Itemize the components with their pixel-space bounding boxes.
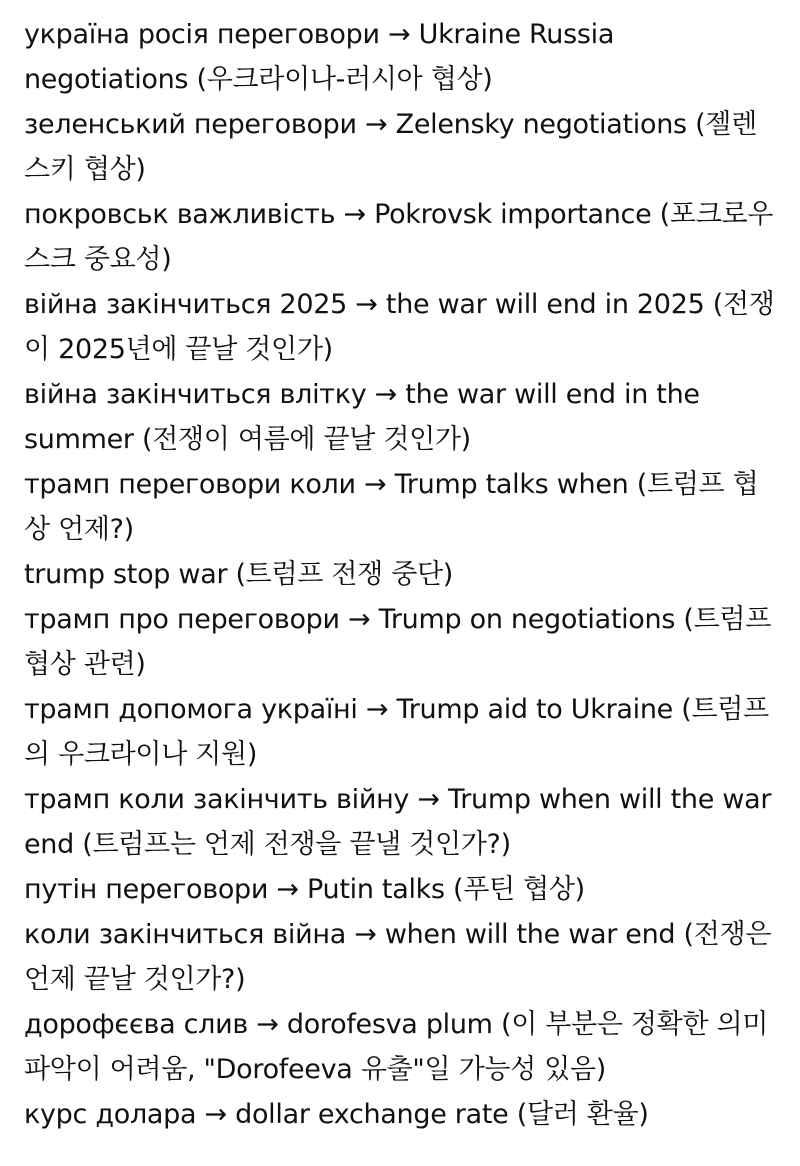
list-item: україна росія переговори → Ukraine Russia negotiations (우크라이나-러시아 협상) bbox=[24, 19, 615, 95]
list-item: війна закінчиться 2025 → the war will end in 2025 (전쟁이 2025년에 끝날 것인가) bbox=[24, 289, 775, 365]
list-item: трамп про переговори → Trump on negotiations (트럼프 협상 관련) bbox=[24, 604, 771, 680]
list-item: трамп допомога україні → Trump aid to Ukraine (트럼프의 우크라이나 지원) bbox=[24, 694, 769, 770]
list-item: зеленський переговори → Zelensky negotiations (젤렌스키 협상) bbox=[24, 109, 757, 185]
list-item: покровськ важливість → Pokrovsk importance (포크로우스크 중요성) bbox=[24, 199, 774, 275]
list-item: коли закінчиться війна → when will the war end (전쟁은 언제 끝날 것인가?) bbox=[24, 919, 772, 995]
list-item: путін переговори → Putin talks (푸틴 협상) bbox=[24, 874, 585, 905]
list-item: трамп переговори коли → Trump talks when (트럼프 협상 언제?) bbox=[24, 469, 759, 545]
list-item: trump stop war (트럼프 전쟁 중단) bbox=[24, 559, 454, 590]
search-term-list bbox=[24, 12, 780, 1137]
list-item: курс долара → dollar exchange rate (달러 환율) bbox=[24, 1099, 649, 1130]
list-item: війна закінчиться влітку → the war will end in the summer (전쟁이 여름에 끝날 것인가) bbox=[24, 379, 700, 455]
list-item: трамп коли закінчить війну → Trump when will the war end (트럼프는 언제 전쟁을 끝낼 것인가?) bbox=[24, 784, 772, 860]
list-item: дорофєєва слив → dorofesva plum (이 부분은 정확한 의미 파악이 어려움, "Dorofeeva 유출"일 가능성 있음) bbox=[24, 1009, 769, 1085]
